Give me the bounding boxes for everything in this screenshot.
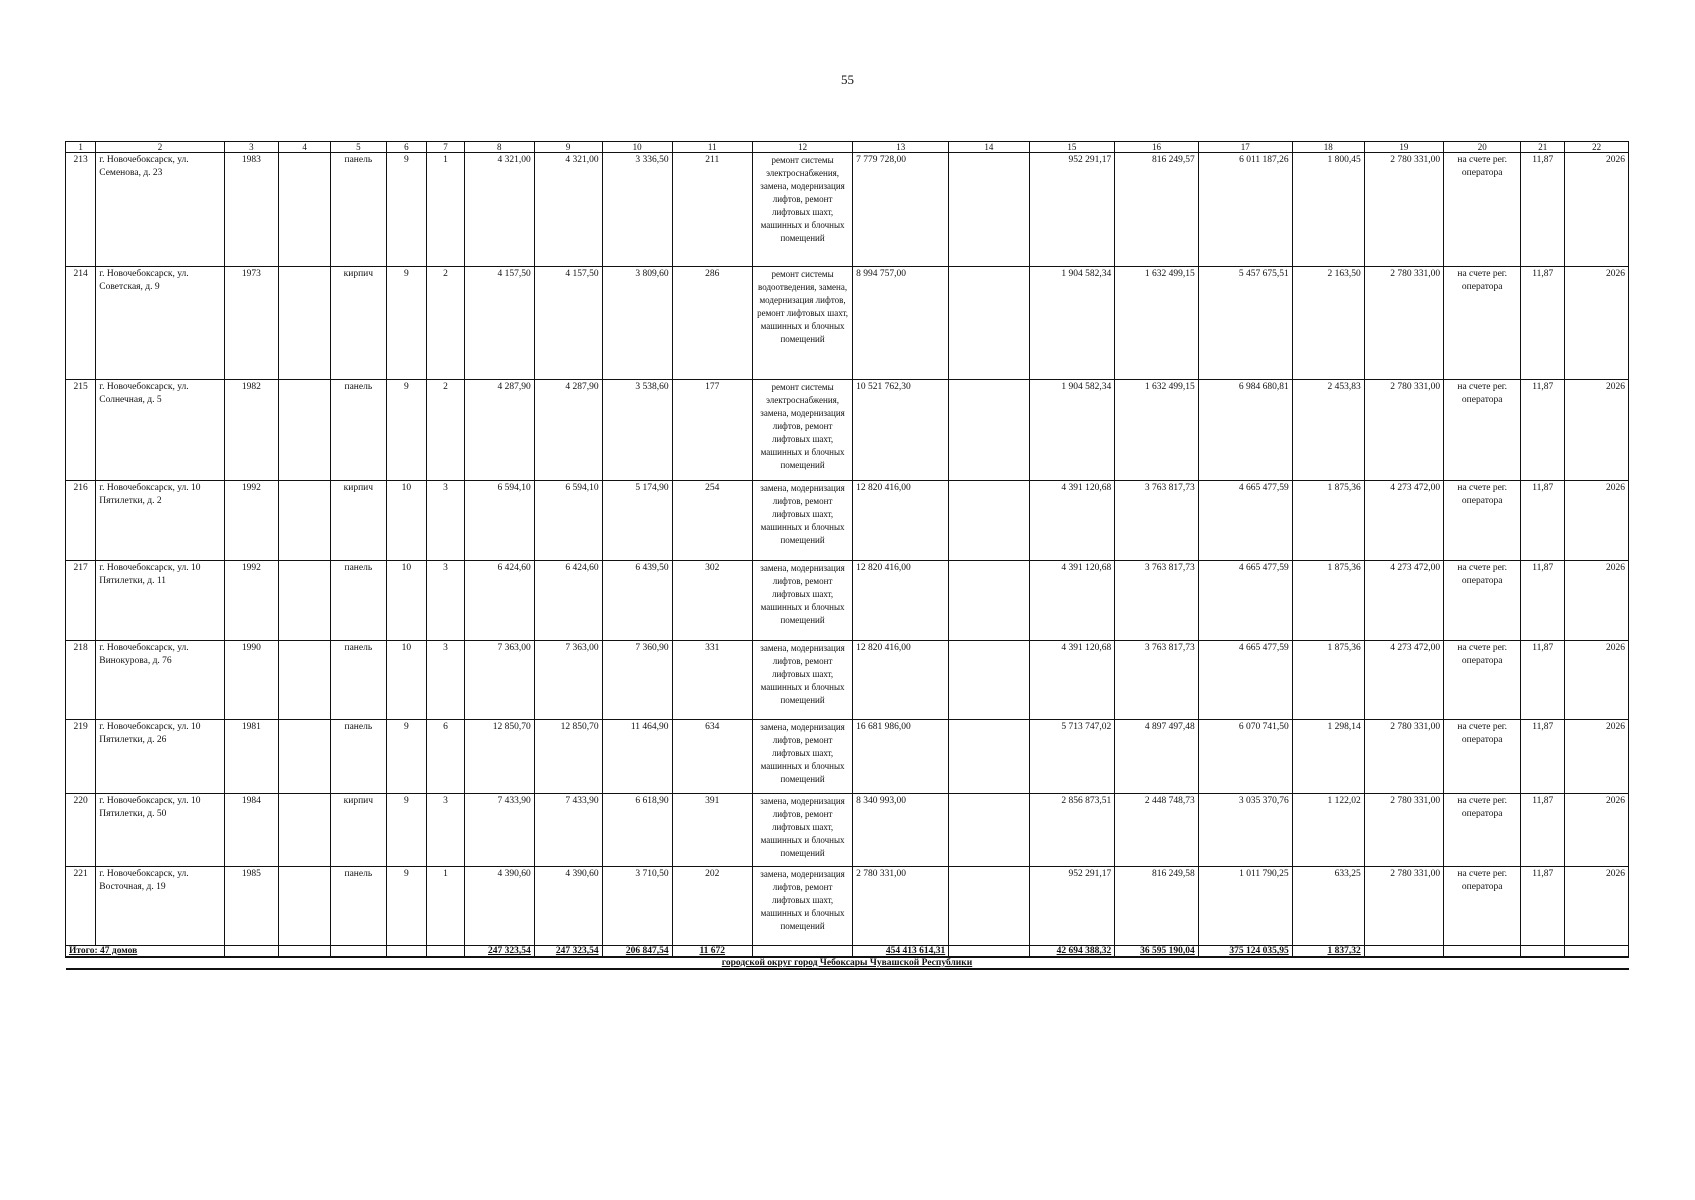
total-cost: 10 521 762,30 — [853, 380, 949, 481]
area-residential: 5 174,90 — [602, 481, 672, 561]
col17: 4 665 477,59 — [1198, 481, 1292, 561]
column-number: 21 — [1521, 142, 1565, 153]
col14 — [949, 380, 1029, 481]
entrances: 3 — [427, 481, 465, 561]
build-year: 1992 — [224, 561, 278, 641]
col4 — [278, 867, 330, 946]
area-total: 4 287,90 — [464, 380, 534, 481]
floors: 9 — [386, 267, 427, 380]
wall-material: панель — [331, 720, 386, 794]
col16: 4 897 497,48 — [1115, 720, 1199, 794]
col18: 1 875,36 — [1292, 561, 1364, 641]
wall-material: панель — [331, 380, 386, 481]
wall-material: панель — [331, 641, 386, 720]
entrances: 3 — [427, 561, 465, 641]
area-total: 6 424,60 — [464, 561, 534, 641]
repair-works: замена, модернизация лифтов, ремонт лифтовых шахт, машинных и блочных помещений — [752, 641, 852, 720]
build-year: 1981 — [224, 720, 278, 794]
section-title: городской округ город Чебоксары Чувашской Республики — [66, 957, 1629, 969]
column-number: 8 — [464, 142, 534, 153]
address: г. Новочебоксарск, ул. Восточная, д. 19 — [96, 867, 224, 946]
col17: 4 665 477,59 — [1198, 641, 1292, 720]
floors: 9 — [386, 867, 427, 946]
column-number: 12 — [752, 142, 852, 153]
col18: 1 875,36 — [1292, 641, 1364, 720]
area-total: 4 390,60 — [464, 867, 534, 946]
floors: 10 — [386, 561, 427, 641]
area-total: 4 321,00 — [464, 153, 534, 267]
wall-material: кирпич — [331, 481, 386, 561]
col21: 11,87 — [1521, 481, 1565, 561]
column-number: 3 — [224, 142, 278, 153]
total-cost: 7 779 728,00 — [853, 153, 949, 267]
col18: 1 122,02 — [1292, 794, 1364, 867]
col21: 11,87 — [1521, 561, 1565, 641]
column-number: 22 — [1565, 142, 1629, 153]
column-number: 16 — [1115, 142, 1199, 153]
col19: 4 273 472,00 — [1364, 641, 1443, 720]
floors: 9 — [386, 380, 427, 481]
col19: 2 780 331,00 — [1364, 380, 1443, 481]
build-year: 1973 — [224, 267, 278, 380]
fund-method: на счете рег. оператора — [1444, 720, 1521, 794]
planned-year: 2026 — [1565, 561, 1629, 641]
col16: 2 448 748,73 — [1115, 794, 1199, 867]
col19: 4 273 472,00 — [1364, 481, 1443, 561]
section-heading-row — [66, 957, 1629, 969]
col21: 11,87 — [1521, 267, 1565, 380]
column-number: 4 — [278, 142, 330, 153]
entrances: 2 — [427, 267, 465, 380]
area-living: 4 390,60 — [534, 867, 602, 946]
col14 — [949, 267, 1029, 380]
column-number: 6 — [386, 142, 427, 153]
build-year: 1982 — [224, 380, 278, 481]
total-cost: 12 820 416,00 — [853, 641, 949, 720]
row-number: 213 — [66, 153, 96, 267]
col16: 3 763 817,73 — [1115, 641, 1199, 720]
row-number: 216 — [66, 481, 96, 561]
col18: 1 875,36 — [1292, 481, 1364, 561]
entrances: 1 — [427, 153, 465, 267]
col17: 4 665 477,59 — [1198, 561, 1292, 641]
col21: 11,87 — [1521, 720, 1565, 794]
area-residential: 6 618,90 — [602, 794, 672, 867]
row-number: 221 — [66, 867, 96, 946]
area-total: 4 157,50 — [464, 267, 534, 380]
repair-works: ремонт системы электроснабжения, замена, модернизация лифтов, ремонт лифтовых шахт, машинных и блочных помещений — [752, 153, 852, 267]
total-col18: 1 837,32 — [1292, 946, 1364, 958]
col15: 4 391 120,68 — [1029, 561, 1115, 641]
total-residents: 11 672 — [672, 946, 752, 958]
row-number: 217 — [66, 561, 96, 641]
area-residential: 3 538,60 — [602, 380, 672, 481]
col4 — [278, 380, 330, 481]
total-cost: 12 820 416,00 — [853, 481, 949, 561]
col16: 1 632 499,15 — [1115, 380, 1199, 481]
fund-method: на счете рег. оператора — [1444, 267, 1521, 380]
page-number: 55 — [841, 72, 854, 87]
area-total: 7 433,90 — [464, 794, 534, 867]
total-col15: 42 694 388,32 — [1029, 946, 1115, 958]
column-number: 5 — [331, 142, 386, 153]
residents: 331 — [672, 641, 752, 720]
table-row — [66, 481, 1629, 561]
col15: 952 291,17 — [1029, 153, 1115, 267]
area-residential: 3 809,60 — [602, 267, 672, 380]
residents: 202 — [672, 867, 752, 946]
row-number: 218 — [66, 641, 96, 720]
fund-method: на счете рег. оператора — [1444, 867, 1521, 946]
column-number: 11 — [672, 142, 752, 153]
address: г. Новочебоксарск, ул. 10 Пятилетки, д. 50 — [96, 794, 224, 867]
wall-material: панель — [331, 867, 386, 946]
column-number: 19 — [1364, 142, 1443, 153]
total-cost: 12 820 416,00 — [853, 561, 949, 641]
col17: 5 457 675,51 — [1198, 267, 1292, 380]
repair-works: ремонт системы электроснабжения, замена, модернизация лифтов, ремонт лифтовых шахт, машинных и блочных помещений — [752, 380, 852, 481]
residents: 391 — [672, 794, 752, 867]
address: г. Новочебоксарск, ул. 10 Пятилетки, д. 2 — [96, 481, 224, 561]
col15: 952 291,17 — [1029, 867, 1115, 946]
row-number: 219 — [66, 720, 96, 794]
wall-material: панель — [331, 153, 386, 267]
total-col16: 36 595 190,04 — [1115, 946, 1199, 958]
entrances: 1 — [427, 867, 465, 946]
col16: 3 763 817,73 — [1115, 481, 1199, 561]
table-row — [66, 153, 1629, 267]
floors: 10 — [386, 641, 427, 720]
residents: 211 — [672, 153, 752, 267]
area-total: 6 594,10 — [464, 481, 534, 561]
col14 — [949, 153, 1029, 267]
planned-year: 2026 — [1565, 641, 1629, 720]
wall-material: панель — [331, 561, 386, 641]
address: г. Новочебоксарск, ул. 10 Пятилетки, д. 26 — [96, 720, 224, 794]
col17: 6 011 187,26 — [1198, 153, 1292, 267]
row-number: 215 — [66, 380, 96, 481]
table-row — [66, 867, 1629, 946]
address: г. Новочебоксарск, ул. 10 Пятилетки, д. 11 — [96, 561, 224, 641]
capital-repair-register-table — [65, 141, 1629, 970]
wall-material: кирпич — [331, 794, 386, 867]
residents: 634 — [672, 720, 752, 794]
col21: 11,87 — [1521, 380, 1565, 481]
floors: 9 — [386, 720, 427, 794]
col21: 11,87 — [1521, 867, 1565, 946]
column-number: 10 — [602, 142, 672, 153]
column-number: 15 — [1029, 142, 1115, 153]
column-number-row — [66, 142, 1629, 153]
col14 — [949, 794, 1029, 867]
entrances: 6 — [427, 720, 465, 794]
col19: 2 780 331,00 — [1364, 267, 1443, 380]
col15: 1 904 582,34 — [1029, 267, 1115, 380]
col19: 2 780 331,00 — [1364, 153, 1443, 267]
total-cost: 2 780 331,00 — [853, 867, 949, 946]
col16: 816 249,57 — [1115, 153, 1199, 267]
address: г. Новочебоксарск, ул. Солнечная, д. 5 — [96, 380, 224, 481]
area-living: 4 157,50 — [534, 267, 602, 380]
col15: 5 713 747,02 — [1029, 720, 1115, 794]
area-residential: 11 464,90 — [602, 720, 672, 794]
build-year: 1984 — [224, 794, 278, 867]
column-number: 20 — [1444, 142, 1521, 153]
area-living: 4 287,90 — [534, 380, 602, 481]
planned-year: 2026 — [1565, 720, 1629, 794]
col15: 1 904 582,34 — [1029, 380, 1115, 481]
column-number: 17 — [1198, 142, 1292, 153]
table-row — [66, 380, 1629, 481]
col14 — [949, 481, 1029, 561]
area-total: 7 363,00 — [464, 641, 534, 720]
column-number: 14 — [949, 142, 1029, 153]
col18: 1 298,14 — [1292, 720, 1364, 794]
total-cost: 8 340 993,00 — [853, 794, 949, 867]
col21: 11,87 — [1521, 794, 1565, 867]
col17: 3 035 370,76 — [1198, 794, 1292, 867]
residents: 286 — [672, 267, 752, 380]
residents: 254 — [672, 481, 752, 561]
col18: 1 800,45 — [1292, 153, 1364, 267]
fund-method: на счете рег. оператора — [1444, 641, 1521, 720]
col21: 11,87 — [1521, 641, 1565, 720]
col16: 816 249,58 — [1115, 867, 1199, 946]
col14 — [949, 561, 1029, 641]
col18: 2 453,83 — [1292, 380, 1364, 481]
total-col17: 375 124 035,95 — [1198, 946, 1292, 958]
col4 — [278, 561, 330, 641]
row-number: 214 — [66, 267, 96, 380]
repair-works: замена, модернизация лифтов, ремонт лифтовых шахт, машинных и блочных помещений — [752, 720, 852, 794]
table-row — [66, 267, 1629, 380]
col16: 1 632 499,15 — [1115, 267, 1199, 380]
col17: 1 011 790,25 — [1198, 867, 1292, 946]
col15: 2 856 873,51 — [1029, 794, 1115, 867]
col15: 4 391 120,68 — [1029, 641, 1115, 720]
column-number: 2 — [96, 142, 224, 153]
col19: 4 273 472,00 — [1364, 561, 1443, 641]
area-residential: 3 710,50 — [602, 867, 672, 946]
area-living: 4 321,00 — [534, 153, 602, 267]
col21: 11,87 — [1521, 153, 1565, 267]
address: г. Новочебоксарск, ул. Семенова, д. 23 — [96, 153, 224, 267]
column-number: 13 — [853, 142, 949, 153]
repair-works: ремонт системы водоотведения, замена, модернизация лифтов, ремонт лифтовых шахт, машинных и блочных помещений — [752, 267, 852, 380]
planned-year: 2026 — [1565, 153, 1629, 267]
col15: 4 391 120,68 — [1029, 481, 1115, 561]
total-cost: 8 994 757,00 — [853, 267, 949, 380]
column-number: 7 — [427, 142, 465, 153]
repair-works: замена, модернизация лифтов, ремонт лифтовых шахт, машинных и блочных помещений — [752, 794, 852, 867]
area-residential: 7 360,90 — [602, 641, 672, 720]
col4 — [278, 267, 330, 380]
total-label: Итого: 47 домов — [66, 946, 225, 958]
floors: 10 — [386, 481, 427, 561]
build-year: 1985 — [224, 867, 278, 946]
repair-works: замена, модернизация лифтов, ремонт лифтовых шахт, машинных и блочных помещений — [752, 867, 852, 946]
col4 — [278, 794, 330, 867]
area-total: 12 850,70 — [464, 720, 534, 794]
fund-method: на счете рег. оператора — [1444, 794, 1521, 867]
col17: 6 984 680,81 — [1198, 380, 1292, 481]
col16: 3 763 817,73 — [1115, 561, 1199, 641]
planned-year: 2026 — [1565, 867, 1629, 946]
column-number: 9 — [534, 142, 602, 153]
entrances: 3 — [427, 641, 465, 720]
total-cost: 16 681 986,00 — [853, 720, 949, 794]
total-area-residential: 206 847,54 — [602, 946, 672, 958]
total-cost: 454 413 614,31 — [853, 946, 949, 958]
table-row — [66, 720, 1629, 794]
address: г. Новочебоксарск, ул. Винокурова, д. 76 — [96, 641, 224, 720]
build-year: 1992 — [224, 481, 278, 561]
floors: 9 — [386, 794, 427, 867]
address: г. Новочебоксарск, ул. Советская, д. 9 — [96, 267, 224, 380]
area-living: 6 594,10 — [534, 481, 602, 561]
col14 — [949, 720, 1029, 794]
fund-method: на счете рег. оператора — [1444, 153, 1521, 267]
col4 — [278, 481, 330, 561]
planned-year: 2026 — [1565, 267, 1629, 380]
table-body — [66, 153, 1629, 946]
col18: 2 163,50 — [1292, 267, 1364, 380]
entrances: 2 — [427, 380, 465, 481]
col19: 2 780 331,00 — [1364, 720, 1443, 794]
build-year: 1983 — [224, 153, 278, 267]
planned-year: 2026 — [1565, 794, 1629, 867]
area-residential: 6 439,50 — [602, 561, 672, 641]
col19: 2 780 331,00 — [1364, 867, 1443, 946]
area-living: 7 433,90 — [534, 794, 602, 867]
col14 — [949, 641, 1029, 720]
col17: 6 070 741,50 — [1198, 720, 1292, 794]
col19: 2 780 331,00 — [1364, 794, 1443, 867]
build-year: 1990 — [224, 641, 278, 720]
table-row — [66, 561, 1629, 641]
col4 — [278, 153, 330, 267]
col18: 633,25 — [1292, 867, 1364, 946]
planned-year: 2026 — [1565, 481, 1629, 561]
table-row — [66, 794, 1629, 867]
col14 — [949, 867, 1029, 946]
total-row — [66, 946, 1629, 958]
col4 — [278, 720, 330, 794]
total-area-total: 247 323,54 — [464, 946, 534, 958]
fund-method: на счете рег. оператора — [1444, 561, 1521, 641]
repair-works: замена, модернизация лифтов, ремонт лифтовых шахт, машинных и блочных помещений — [752, 481, 852, 561]
column-number: 1 — [66, 142, 96, 153]
area-living: 12 850,70 — [534, 720, 602, 794]
fund-method: на счете рег. оператора — [1444, 380, 1521, 481]
table-row — [66, 641, 1629, 720]
row-number: 220 — [66, 794, 96, 867]
planned-year: 2026 — [1565, 380, 1629, 481]
col4 — [278, 641, 330, 720]
total-area-living: 247 323,54 — [534, 946, 602, 958]
area-living: 6 424,60 — [534, 561, 602, 641]
area-residential: 3 336,50 — [602, 153, 672, 267]
repair-works: замена, модернизация лифтов, ремонт лифтовых шахт, машинных и блочных помещений — [752, 561, 852, 641]
floors: 9 — [386, 153, 427, 267]
area-living: 7 363,00 — [534, 641, 602, 720]
column-number: 18 — [1292, 142, 1364, 153]
entrances: 3 — [427, 794, 465, 867]
fund-method: на счете рег. оператора — [1444, 481, 1521, 561]
residents: 177 — [672, 380, 752, 481]
wall-material: кирпич — [331, 267, 386, 380]
residents: 302 — [672, 561, 752, 641]
